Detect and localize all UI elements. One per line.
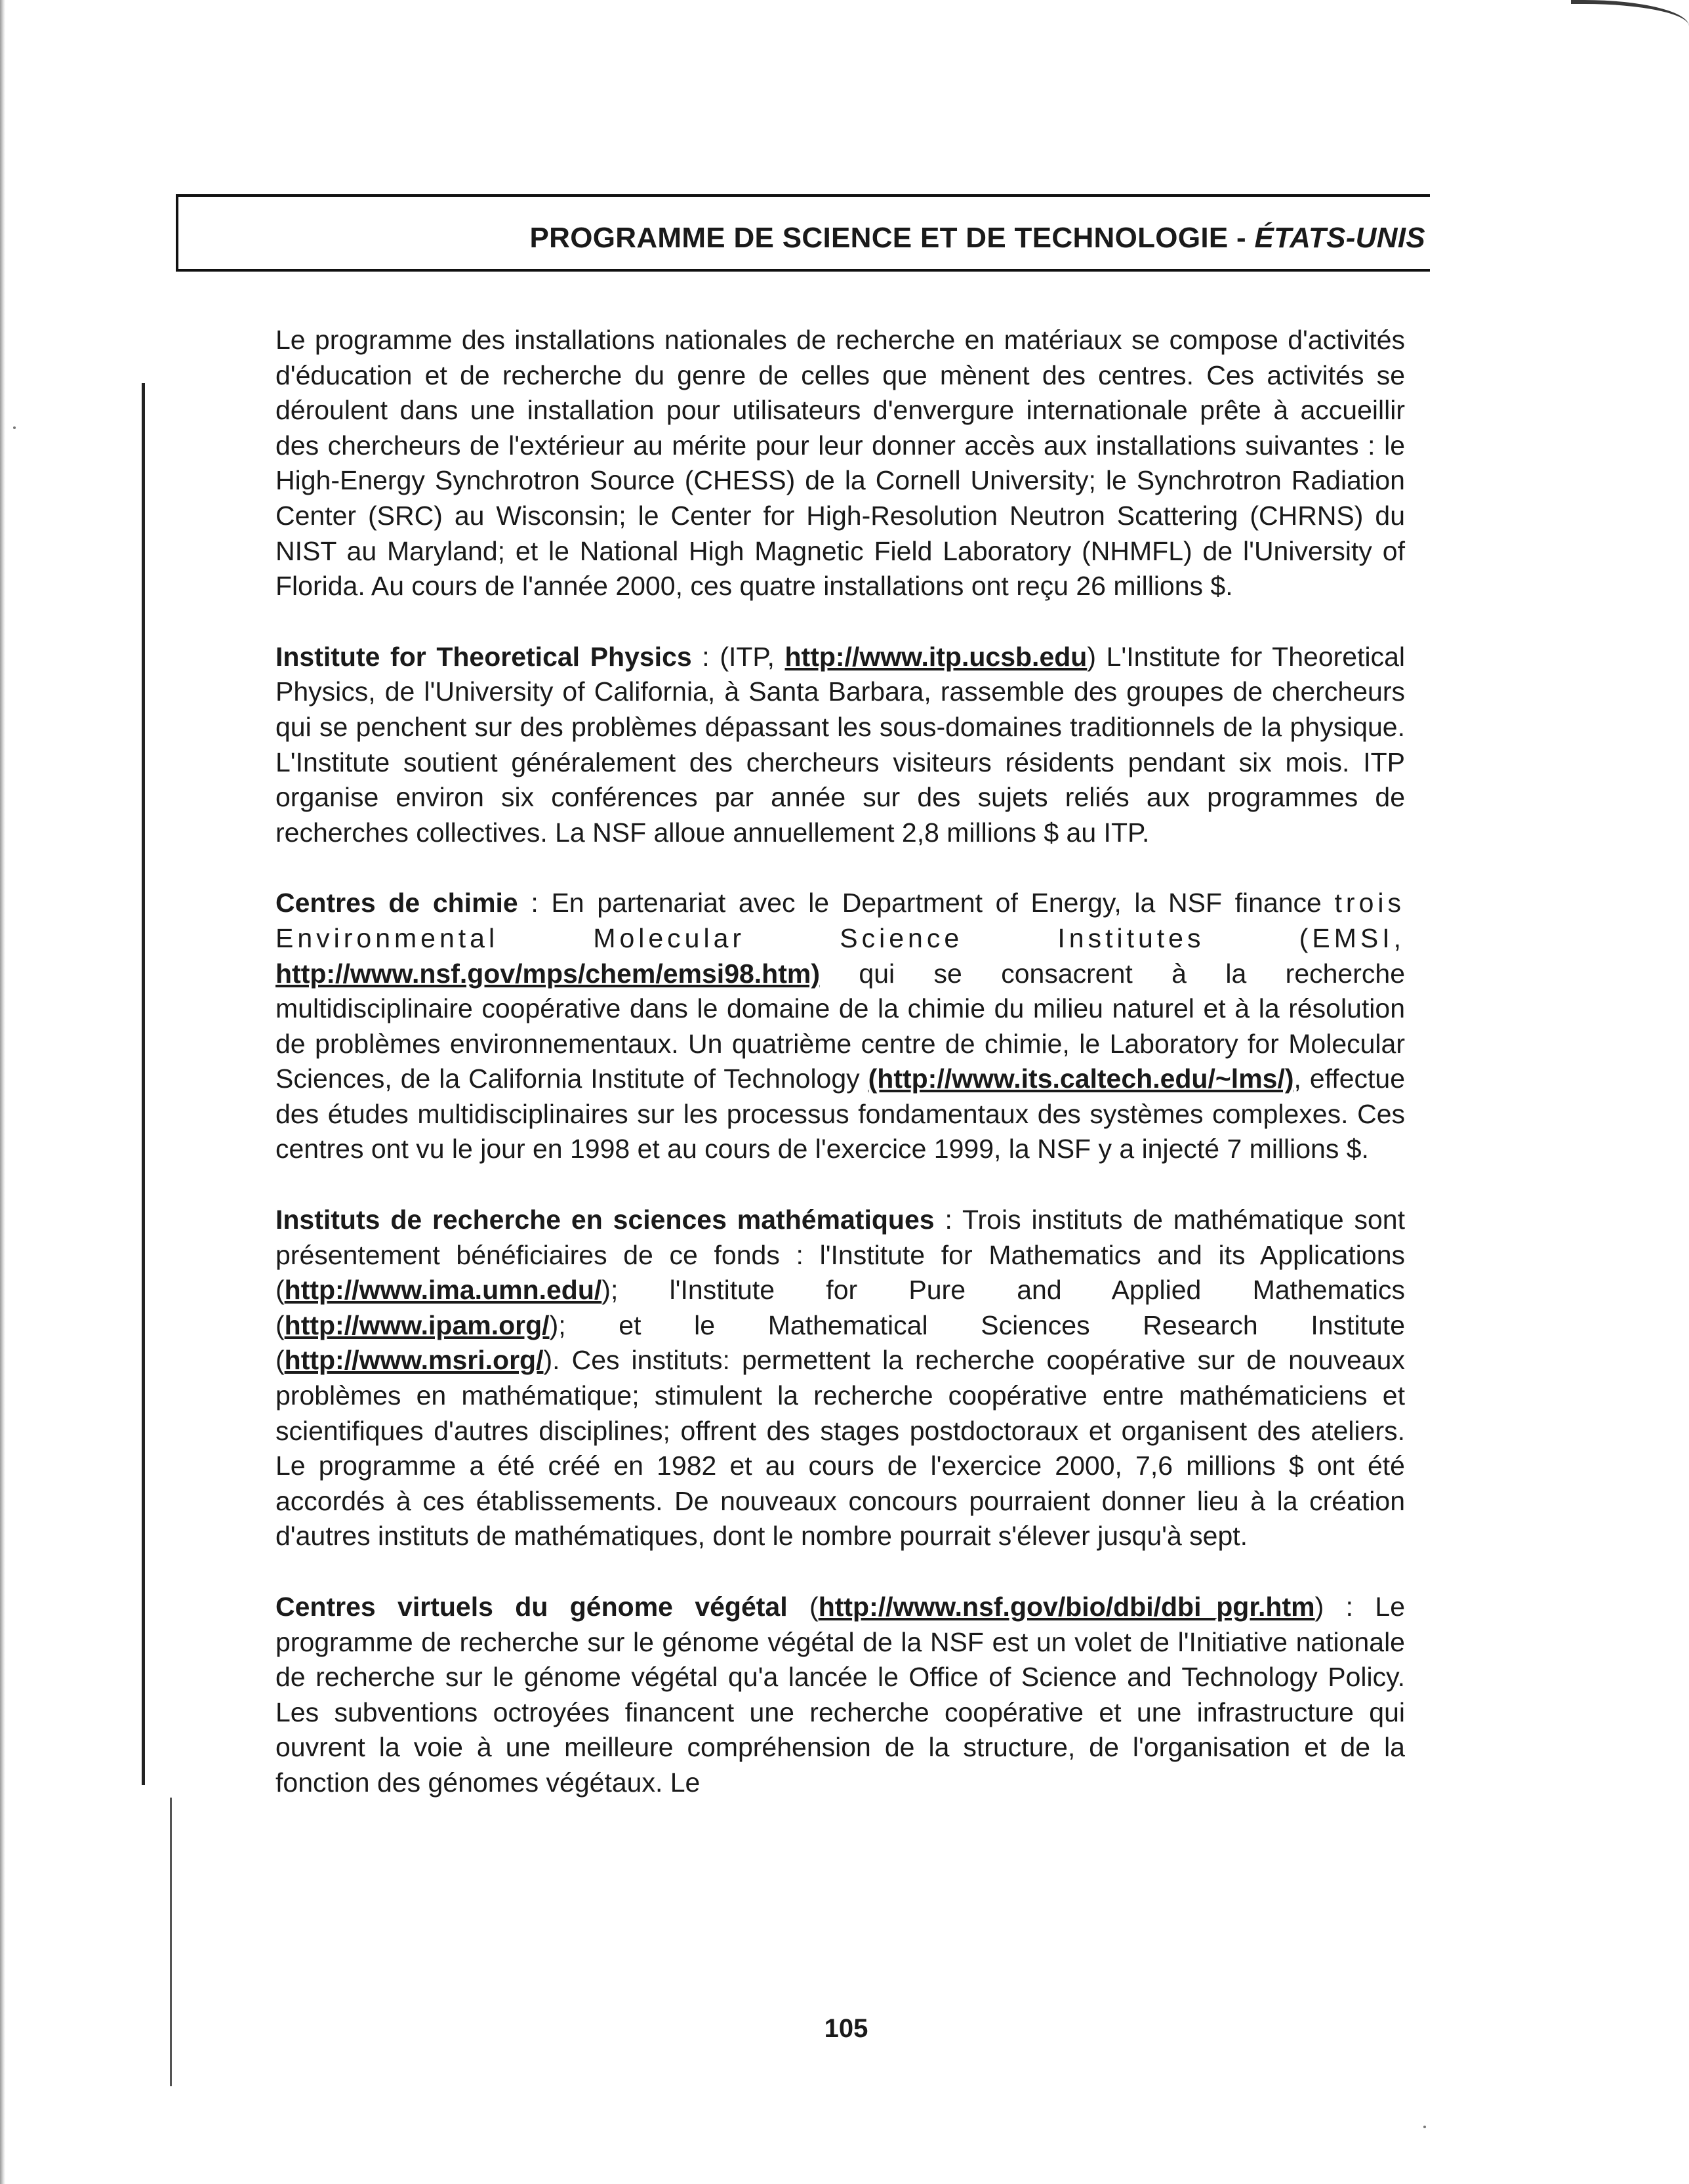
page-number: 105 [824, 2014, 868, 2043]
paragraph-text: : Trois instituts de mathématique sont présentement bénéficiaires de ce fonds : l'Institute for Mathematics and its Applications ( [275, 1205, 1405, 1306]
url-link-msri[interactable]: http://www.msri.org/ [284, 1345, 544, 1376]
paragraph-text-spaced: trois Environmental Molecular Science Institutes (EMSI, [275, 888, 1405, 953]
paragraph-text: ); et le Mathematical Sciences Research Institute ( [275, 1309, 1405, 1376]
paragraph-text: Le programme des installations nationales de recherche en matériaux se compose d'activités d'éducation et de recherche du genre de celles que mènent des centres. Ces activités se déroulent dans une installation pour utilisateurs d'envergure internationale prête à accueillir des chercheurs de l'extérieur au mérite pour leur donner accès aux installations suivantes : le High-Energy Synchrotron Source (CHESS) de la Cornell University; le Synchrotron Radiation Center (SRC) au Wisconsin; le Center for High-Resolution Neutron Scattering (CHRNS) du NIST au Maryland; et le National High Magnetic Field Laboratory (NHMFL) de l'University of Florida. Au cours de l'année 2000, ces quatre installations ont reçu 26 millions $. [275, 325, 1405, 602]
paragraph-math-institutes [275, 1203, 1405, 1554]
paragraph-text: qui se consacrent à la recherche multidisciplinaire coopérative dans le domaine de la chimie du milieu naturel et à la résolution de problèmes environnementaux. Un quatrième centre de chimie, le Laboratory for Molecular Sciences, de la California Institute of Technology [275, 958, 1405, 1094]
paragraph-heading: Centres virtuels du génome végétal [275, 1592, 788, 1622]
paragraph-text: , effectue des études multidisciplinaires sur les processus fondamentaux des systèmes complexes. Ces centres ont vu le jour en 1998 et au cours de l'exercice 1999, la NSF y a injecté 7 millions $. [275, 1063, 1405, 1164]
paragraph-text: ) L'Institute for Theoretical Physics, de l'University of California, à Santa Barbara, rassemble des groupes de chercheurs qui se penchent sur des problèmes dépassant les sous-domaines traditionnels de la physique. L'Institute soutient généralement des chercheurs visiteurs résidents pendant six mois. ITP organise environ six conférences par année sur des sujets reliés aux programmes de recherches collectives. La NSF alloue annuellement 2,8 millions $ au ITP. [275, 641, 1405, 848]
margin-change-bar [142, 383, 145, 1785]
running-head-title: PROGRAMME DE SCIENCE ET DE TECHNOLOGIE - [529, 222, 1255, 254]
body-text [275, 323, 1405, 1836]
paragraph-text: ). Ces instituts: permettent la recherche coopérative sur de nouveaux problèmes en mathématique; stimulent la recherche coopérative entre mathématiciens et scientifiques d'autres disciplines; offrent des stages postdoctoraux et organisent des ateliers. Le programme a été créé en 1982 et au cours de l'exercice 2000, 7,6 millions $ ont été accordés à ces établissements. De nouveaux concours pourraient donner lieu à la création d'autres instituts de mathématiques, dont le nombre pourrait s'élever jusqu'à sept. [275, 1345, 1405, 1552]
paragraph-text: : (ITP, [691, 641, 785, 672]
paragraph-theoretical-physics [275, 640, 1405, 851]
paragraph-heading: Institute for Theoretical Physics [275, 641, 692, 672]
paragraph-text: ); l'Institute for Pure and Applied Mathematics ( [275, 1275, 1405, 1340]
paragraph-heading: Centres de chimie [275, 888, 518, 918]
paragraph-materials-facilities [275, 323, 1405, 604]
url-link-ipam[interactable]: http://www.ipam.org/ [284, 1309, 550, 1340]
scan-page-corner [1571, 0, 1689, 26]
url-link-caltech[interactable]: (http://www.its.caltech.edu/~lms/) [868, 1063, 1294, 1094]
paragraph-chemistry-centres [275, 886, 1405, 1167]
paragraph-text: : En partenariat avec le Department of Energy, la NSF finance [518, 888, 1335, 918]
paragraph-plant-genome [275, 1590, 1405, 1801]
margin-rule [170, 1798, 172, 2086]
paragraph-text: ( [787, 1592, 819, 1622]
paragraph-heading: Instituts de recherche en sciences mathématiques [275, 1205, 935, 1235]
paragraph-text: ) : Le programme de recherche sur le génome végétal de la NSF est un volet de l'Initiative nationale de recherche sur le génome végétal qu'a lancée le Office of Science and Technology Policy. Les subventions octroyées financent une recherche coopérative et une infrastructure qui ouvrent la voie à une meilleure compréhension de la structure, de l'organisation et de la fonction des génomes végétaux. Le [275, 1592, 1406, 1798]
running-head-country: ÉTATS-UNIS [1254, 222, 1425, 254]
scan-speck [1423, 2126, 1426, 2128]
url-link-ima[interactable]: http://www.ima.umn.edu/ [284, 1275, 602, 1306]
scan-edge-left [0, 0, 5, 2184]
url-link-plant-genome[interactable]: http://www.nsf.gov/bio/dbi/dbi_pgr.htm [818, 1592, 1315, 1622]
url-link-emsi[interactable]: http://www.nsf.gov/mps/chem/emsi98.htm) [275, 958, 820, 989]
url-link-itp[interactable]: http://www.itp.ucsb.edu [784, 641, 1088, 672]
running-head [176, 222, 1425, 255]
scan-speck [13, 426, 16, 429]
